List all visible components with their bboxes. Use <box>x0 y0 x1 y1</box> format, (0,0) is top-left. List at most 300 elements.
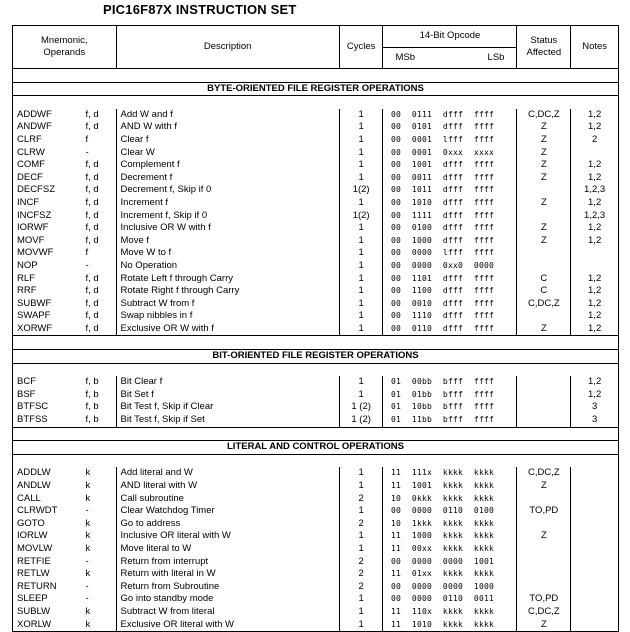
opcode-bits: kkkk <box>473 606 494 616</box>
description-cell: Bit Test f, Skip if Set <box>116 414 339 427</box>
table-row <box>13 401 619 414</box>
operands-cell: f, b <box>85 388 99 400</box>
description-cell: Decrement f <box>116 172 339 185</box>
table-row <box>13 543 619 556</box>
status-cell: Z <box>517 530 571 543</box>
operands-cell: f, d <box>85 196 99 208</box>
cycles-cell: 1 <box>339 389 383 402</box>
table-row <box>13 568 619 581</box>
description-cell: Add W and f <box>116 109 339 122</box>
mnemonic-cell: NOP <box>13 260 78 273</box>
cycles-cell: 1 <box>339 593 383 606</box>
cycles-cell: 1 <box>339 543 383 556</box>
opcode-bits: 11 <box>390 531 401 541</box>
opcode-bits: kkkk <box>442 606 463 616</box>
msb-header: MSb <box>395 51 416 63</box>
opcode-bits: 00 <box>390 248 401 258</box>
status-cell <box>517 414 571 427</box>
notes-cell: 1,2 <box>571 285 619 298</box>
status-cell <box>517 210 571 223</box>
cycles-cell: 1 <box>339 480 383 493</box>
opcode-bits: 1000 <box>411 531 432 541</box>
opcode-bits: 11 <box>390 569 401 579</box>
table-row <box>13 619 619 632</box>
opcode-bits: 111x <box>411 468 432 478</box>
opcode-cell <box>383 210 517 223</box>
opcode-bits: dfff <box>442 122 463 132</box>
opcode-bits: lfff <box>442 248 463 258</box>
cycles-cell: 1 <box>339 467 383 480</box>
description-cell: Rotate Left f through Carry <box>116 273 339 286</box>
mnemonic-cell: ANDWF <box>13 121 78 134</box>
opcode-bits: dfff <box>442 298 463 308</box>
opcode-cell <box>383 593 517 606</box>
opcode-cell <box>383 401 517 414</box>
opcode-bits: 1000 <box>411 235 432 245</box>
opcode-bits: 0111 <box>411 109 432 119</box>
opcode-bits: ffff <box>473 323 494 333</box>
opcode-bits: 0011 <box>411 172 432 182</box>
notes-cell: 3 <box>571 401 619 414</box>
opcode-cell <box>383 530 517 543</box>
operands-cell: k <box>85 492 91 504</box>
opcode-cell <box>383 273 517 286</box>
opcode-header: 14-Bit Opcode <box>383 26 517 48</box>
status-cell: C,DC,Z <box>517 298 571 311</box>
opcode-bits: ffff <box>473 389 494 399</box>
opcode-cell <box>383 298 517 311</box>
mnemonic-cell: MOVWF <box>13 247 78 260</box>
table-row <box>13 197 619 210</box>
opcode-bits: kkkk <box>442 619 463 629</box>
table-row <box>13 235 619 248</box>
operands-cell: - <box>85 593 89 605</box>
description-cell: Add literal and W <box>116 467 339 480</box>
opcode-cell <box>383 184 517 197</box>
opcode-cell <box>383 172 517 185</box>
opcode-cell <box>383 518 517 531</box>
mnemonic-cell: BSF <box>13 389 78 402</box>
opcode-bits: dfff <box>442 160 463 170</box>
notes-cell: 1,2 <box>571 376 619 389</box>
description-cell: Go into standby mode <box>116 593 339 606</box>
mnemonic-cell: RETFIE <box>13 556 78 569</box>
table-row <box>13 593 619 606</box>
operands-cell: f, d <box>85 209 99 221</box>
mnemonic-cell: CLRWDT <box>13 505 78 518</box>
cycles-cell: 1 <box>339 530 383 543</box>
opcode-bits: lfff <box>442 134 463 144</box>
cycles-cell: 1(2) <box>339 210 383 223</box>
description-cell: Increment f <box>116 197 339 210</box>
description-cell: Return from interrupt <box>116 556 339 569</box>
status-cell <box>517 493 571 506</box>
table-row <box>13 147 619 160</box>
opcode-bits: 0000 <box>411 248 432 258</box>
notes-cell: 1,2 <box>571 310 619 323</box>
opcode-cell <box>383 247 517 260</box>
operands-cell: k <box>85 568 91 580</box>
mnemonic-cell: CLRW <box>13 147 78 160</box>
status-cell: Z <box>517 197 571 210</box>
opcode-cell <box>383 376 517 389</box>
opcode-cell <box>383 581 517 594</box>
table-row <box>13 298 619 311</box>
cycles-cell: 1(2) <box>339 184 383 197</box>
cycles-cell: 2 <box>339 568 383 581</box>
opcode-bits: 0xx0 <box>442 260 463 270</box>
status-header: Status <box>530 35 558 46</box>
opcode-cell <box>383 285 517 298</box>
opcode-bits: 00 <box>390 581 401 591</box>
opcode-bits: kkkk <box>442 569 463 579</box>
operands-cell: f, d <box>85 272 99 284</box>
opcode-bits: 01 <box>390 377 401 387</box>
notes-cell: 1,2 <box>571 109 619 122</box>
cycles-cell: 1 <box>339 247 383 260</box>
operands-cell: k <box>85 605 91 617</box>
notes-cell <box>571 556 619 569</box>
notes-cell <box>571 493 619 506</box>
opcode-bits: 00 <box>390 147 401 157</box>
opcode-bits: 00xx <box>411 543 432 553</box>
table-row <box>13 581 619 594</box>
page-title: PIC16F87X INSTRUCTION SET <box>103 2 297 17</box>
opcode-cell <box>383 619 517 632</box>
mnemonic-cell: ANDLW <box>13 480 78 493</box>
notes-cell <box>571 581 619 594</box>
status-cell: TO,PD <box>517 505 571 518</box>
opcode-bits: bfff <box>442 389 463 399</box>
opcode-cell <box>383 414 517 427</box>
opcode-bits: 10bb <box>411 402 432 412</box>
opcode-bits: 00 <box>390 594 401 604</box>
operands-cell: - <box>85 146 89 158</box>
section-header-row <box>13 82 619 96</box>
opcode-bits: ffff <box>473 377 494 387</box>
opcode-bits: 1010 <box>411 197 432 207</box>
operands-cell: f, d <box>85 184 99 196</box>
opcode-bits: 0000 <box>411 556 432 566</box>
notes-cell <box>571 505 619 518</box>
status-cell <box>517 247 571 260</box>
table-row <box>13 493 619 506</box>
opcode-cell <box>383 323 517 336</box>
operands-cell: f <box>85 247 89 259</box>
section-spacer <box>13 454 619 467</box>
mnemonic-cell: CLRF <box>13 134 78 147</box>
cycles-cell: 1 (2) <box>339 401 383 414</box>
opcode-bits: 0110 <box>442 506 463 516</box>
operands-cell: - <box>85 259 89 271</box>
notes-cell: 1,2 <box>571 172 619 185</box>
opcode-bits: dfff <box>442 223 463 233</box>
cycles-cell: 1 <box>339 310 383 323</box>
mnemonic-cell: GOTO <box>13 518 78 531</box>
notes-cell: 3 <box>571 414 619 427</box>
opcode-bits: 1001 <box>411 481 432 490</box>
operands-cell: - <box>85 580 89 592</box>
opcode-bits: 1kkk <box>411 518 432 528</box>
status-cell <box>517 543 571 556</box>
opcode-bits: kkkk <box>442 543 463 553</box>
opcode-bits: 00 <box>390 260 401 270</box>
notes-cell: 2 <box>571 134 619 147</box>
table-row <box>13 260 619 273</box>
operands-cell: f, d <box>85 159 99 171</box>
table-row <box>13 323 619 336</box>
cycles-cell: 1 <box>339 172 383 185</box>
mnemonic-cell: ADDWF <box>13 109 78 122</box>
opcode-bits: 00 <box>390 506 401 516</box>
status-cell <box>517 401 571 414</box>
opcode-cell <box>383 480 517 493</box>
instruction-set-table <box>12 25 619 632</box>
opcode-bits: ffff <box>473 402 494 412</box>
status-cell: Z <box>517 323 571 336</box>
table-row <box>13 310 619 323</box>
opcode-bits: dfff <box>442 286 463 296</box>
table-row <box>13 121 619 134</box>
opcode-bits: dfff <box>442 109 463 119</box>
opcode-bits: 0000 <box>442 581 463 591</box>
mnemonic-header: Mnemonic, <box>41 35 88 46</box>
opcode-bits: 110x <box>411 606 432 616</box>
description-cell: Exclusive OR literal with W <box>116 619 339 632</box>
opcode-bits: ffff <box>473 298 494 308</box>
table-row <box>13 530 619 543</box>
cycles-cell: 1 <box>339 159 383 172</box>
status-cell: C,DC,Z <box>517 109 571 122</box>
notes-cell: 1,2 <box>571 273 619 286</box>
description-cell: AND literal with W <box>116 480 339 493</box>
opcode-cell <box>383 121 517 134</box>
table-row <box>13 518 619 531</box>
opcode-bits: 0000 <box>411 506 432 516</box>
description-cell: No Operation <box>116 260 339 273</box>
cycles-cell: 2 <box>339 518 383 531</box>
cycles-header: Cycles <box>339 26 383 69</box>
status-cell <box>517 568 571 581</box>
description-cell: Increment f, Skip if 0 <box>116 210 339 223</box>
msb-lsb-header <box>383 47 517 69</box>
table-row <box>13 467 619 480</box>
status-cell: Z <box>517 235 571 248</box>
table-row <box>13 606 619 619</box>
description-cell: Inclusive OR W with f <box>116 222 339 235</box>
opcode-cell <box>383 222 517 235</box>
opcode-bits: ffff <box>473 223 494 233</box>
opcode-bits: ffff <box>473 185 494 195</box>
opcode-bits: 10 <box>390 493 401 503</box>
status-cell <box>517 184 571 197</box>
notes-cell <box>571 543 619 556</box>
opcode-bits: 0101 <box>411 122 432 132</box>
opcode-bits: 01 <box>390 402 401 412</box>
mnemonic-cell: SWAPF <box>13 310 78 323</box>
operands-cell: k <box>85 467 91 479</box>
description-cell: Swap nibbles in f <box>116 310 339 323</box>
opcode-bits: bfff <box>442 415 463 425</box>
description-cell: AND W with f <box>116 121 339 134</box>
opcode-bits: 0010 <box>411 298 432 308</box>
opcode-bits: 00 <box>390 311 401 321</box>
opcode-bits: kkkk <box>442 531 463 541</box>
opcode-bits: 0000 <box>442 556 463 566</box>
description-cell: Subtract W from f <box>116 298 339 311</box>
operands-cell: - <box>85 505 89 517</box>
notes-cell <box>571 568 619 581</box>
opcode-cell <box>383 467 517 480</box>
mnemonic-cell: DECFSZ <box>13 184 78 197</box>
mnemonic-cell: RLF <box>13 273 78 286</box>
description-cell: Rotate Right f through Carry <box>116 285 339 298</box>
opcode-bits: 00 <box>390 556 401 566</box>
table-row <box>13 247 619 260</box>
section-title: LITERAL AND CONTROL OPERATIONS <box>13 441 619 455</box>
table-row <box>13 414 619 427</box>
operands-cell: f, d <box>85 108 99 120</box>
opcode-bits: ffff <box>473 311 494 321</box>
opcode-bits: 1101 <box>411 273 432 283</box>
notes-cell <box>571 593 619 606</box>
description-cell: Call subroutine <box>116 493 339 506</box>
opcode-bits: kkkk <box>473 569 494 579</box>
opcode-cell <box>383 260 517 273</box>
mnemonic-cell: BTFSC <box>13 401 78 414</box>
description-cell: Return from Subroutine <box>116 581 339 594</box>
status-cell: TO,PD <box>517 593 571 606</box>
description-cell: Clear Watchdog Timer <box>116 505 339 518</box>
status-cell: Z <box>517 619 571 632</box>
mnemonic-cell: CALL <box>13 493 78 506</box>
notes-cell: 1,2 <box>571 298 619 311</box>
opcode-bits: bfff <box>442 402 463 412</box>
cycles-cell: 1 <box>339 298 383 311</box>
opcode-bits: 0001 <box>411 147 432 157</box>
opcode-bits: ffff <box>473 286 494 296</box>
opcode-cell <box>383 505 517 518</box>
opcode-bits: kkkk <box>442 481 463 490</box>
section-spacer <box>13 69 619 83</box>
opcode-bits: ffff <box>473 415 494 425</box>
opcode-bits: 0000 <box>473 260 494 270</box>
status-cell: Z <box>517 121 571 134</box>
opcode-cell <box>383 310 517 323</box>
description-cell: Clear W <box>116 147 339 160</box>
mnemonic-cell: INCFSZ <box>13 210 78 223</box>
opcode-bits: 00 <box>390 223 401 233</box>
opcode-bits: 01xx <box>411 569 432 579</box>
description-cell: Bit Clear f <box>116 376 339 389</box>
table-row <box>13 159 619 172</box>
opcode-bits: 0000 <box>411 581 432 591</box>
opcode-bits: 0100 <box>411 223 432 233</box>
operands-cell: k <box>85 480 91 491</box>
operands-cell: f, d <box>85 171 99 183</box>
table-row <box>13 285 619 298</box>
opcode-bits: kkkk <box>473 481 494 490</box>
opcode-bits: 00 <box>390 323 401 333</box>
mnemonic-cell: MOVLW <box>13 543 78 556</box>
mnemonic-cell: BTFSS <box>13 414 78 427</box>
opcode-cell <box>383 147 517 160</box>
section-spacer <box>13 427 619 441</box>
opcode-bits: xxxx <box>473 147 494 157</box>
status-cell: C,DC,Z <box>517 606 571 619</box>
operands-cell: f, b <box>77 414 116 427</box>
opcode-bits: 01 <box>390 389 401 399</box>
cycles-cell: 1 <box>339 260 383 273</box>
opcode-bits: 00bb <box>411 377 432 387</box>
opcode-bits: 01 <box>390 415 401 425</box>
opcode-bits: kkkk <box>473 531 494 541</box>
mnemonic-cell: IORWF <box>13 222 78 235</box>
cycles-cell: 1 <box>339 109 383 122</box>
status-cell: Z <box>517 147 571 160</box>
table-row <box>13 222 619 235</box>
notes-cell: 1,2,3 <box>571 210 619 223</box>
opcode-bits: 1111 <box>411 210 432 220</box>
mnemonic-cell: COMF <box>13 159 78 172</box>
opcode-cell <box>383 389 517 402</box>
opcode-bits: 0000 <box>411 594 432 604</box>
description-cell: Exclusive OR W with f <box>116 323 339 336</box>
operands-cell: k <box>85 517 91 529</box>
opcode-bits: 1110 <box>411 311 432 321</box>
opcode-bits: 10 <box>390 518 401 528</box>
table-row <box>13 109 619 122</box>
opcode-cell <box>383 568 517 581</box>
opcode-bits: 11 <box>390 543 401 553</box>
mnemonic-cell: SLEEP <box>13 593 78 606</box>
status-cell: C <box>517 273 571 286</box>
cycles-cell: 1 <box>339 222 383 235</box>
operands-cell: f, d <box>85 222 99 234</box>
mnemonic-cell: INCF <box>13 197 78 210</box>
mnemonic-cell: RETURN <box>13 581 78 594</box>
opcode-bits: 00 <box>390 210 401 220</box>
mnemonic-cell: IORLW <box>13 530 78 543</box>
opcode-bits: dfff <box>442 197 463 207</box>
opcode-bits: 0xxx <box>442 147 463 157</box>
section-header-row <box>13 350 619 364</box>
status-cell <box>517 260 571 273</box>
opcode-bits: 1001 <box>473 556 494 566</box>
opcode-cell <box>383 606 517 619</box>
status-cell <box>517 518 571 531</box>
status-cell: C <box>517 285 571 298</box>
cycles-cell: 1 <box>339 285 383 298</box>
table-row <box>13 480 619 493</box>
cycles-cell: 1 <box>339 235 383 248</box>
operands-cell: f, b <box>85 376 99 388</box>
cycles-cell: 1 <box>339 376 383 389</box>
description-cell: Move f <box>116 235 339 248</box>
opcode-bits: dfff <box>442 210 463 220</box>
operands-cell: f, d <box>85 310 99 322</box>
opcode-bits: 11 <box>390 481 401 490</box>
operands-cell: f, d <box>85 234 99 246</box>
table-row <box>13 210 619 223</box>
header-row <box>13 26 619 48</box>
description-cell: Subtract W from literal <box>116 606 339 619</box>
opcode-bits: 1001 <box>411 160 432 170</box>
opcode-bits: dfff <box>442 323 463 333</box>
opcode-bits: 11 <box>390 606 401 616</box>
notes-cell: 1,2 <box>571 197 619 210</box>
opcode-bits: ffff <box>473 134 494 144</box>
